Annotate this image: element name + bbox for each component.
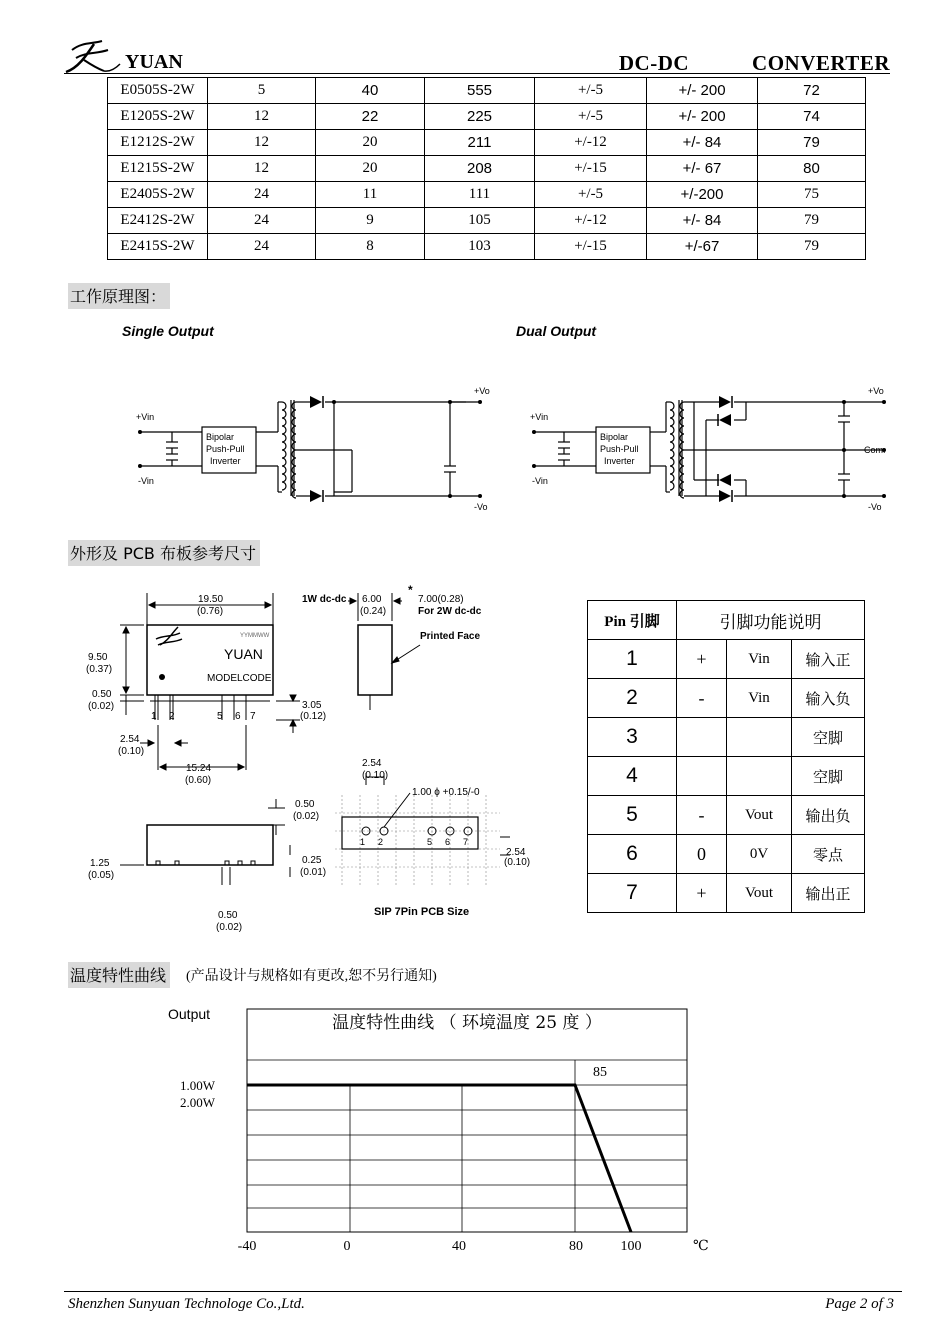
table-cell: 12 <box>208 104 316 130</box>
pcb-pin-2: 2 <box>378 837 384 847</box>
pin-row <box>588 757 865 796</box>
table-cell: +/- 200 <box>647 104 758 130</box>
table-cell: 79 <box>758 208 866 234</box>
table-cell: E1205S-2W <box>108 104 208 130</box>
single-output-schematic <box>120 380 500 515</box>
pin-cell <box>727 718 792 757</box>
pcb-pitch-right-in: (0.10) <box>504 857 531 868</box>
pin-cell: 输出负 <box>792 796 865 835</box>
pin-row <box>588 874 865 913</box>
table-row <box>108 182 866 208</box>
pcb-pin-7: 7 <box>463 837 469 847</box>
table-cell: E2412S-2W <box>108 208 208 234</box>
table-cell: 12 <box>208 156 316 182</box>
table-cell: 24 <box>208 182 316 208</box>
minus-vo-label: -Vo <box>474 502 488 512</box>
dim-1w: 6.00 <box>362 594 382 605</box>
block-label-3: Inverter <box>210 456 241 466</box>
single-output-title: Single Output <box>122 323 214 339</box>
dim-pin-length-in: (0.12) <box>300 711 327 722</box>
module-logo-icon <box>156 627 182 645</box>
dim-bottom-in: (0.02) <box>216 922 243 933</box>
pcb-pin-5: 5 <box>427 837 433 847</box>
pcb-pitch-right: 2.54 <box>506 847 526 858</box>
block-label-2: Push-Pull <box>206 444 245 454</box>
dim-right: 0.25 <box>302 855 322 866</box>
dual-block-label-2: Push-Pull <box>600 444 639 454</box>
yymmww-label: YYMMWW <box>240 633 270 639</box>
dual-output-title: Dual Output <box>516 323 597 339</box>
dual-output-schematic <box>514 380 904 515</box>
chart-ylabel: Output <box>168 1006 211 1022</box>
pin-cell: - <box>677 679 727 718</box>
table-cell: +/- 67 <box>647 156 758 182</box>
minus-vin-label: -Vin <box>138 476 154 486</box>
table-cell: 79 <box>758 234 866 260</box>
pcb-pin-6: 6 <box>445 837 451 847</box>
dim-pitch-in: (0.10) <box>118 746 145 757</box>
pin-cell: 零点 <box>792 835 865 874</box>
x-tick-label: 0 <box>343 1239 351 1254</box>
table-row <box>108 130 866 156</box>
table-cell: +/-200 <box>647 182 758 208</box>
table-cell: +/- 84 <box>647 130 758 156</box>
table-row <box>108 104 866 130</box>
table-cell: 24 <box>208 234 316 260</box>
label-1w: 1W dc-dc <box>302 594 347 605</box>
module-brand: YUAN <box>224 646 263 662</box>
header-divider <box>64 73 890 74</box>
x-tick-label: 100 <box>620 1239 642 1254</box>
dim-span-in: (0.60) <box>185 775 212 786</box>
dim-right-in: (0.01) <box>300 867 327 878</box>
table-cell: 22 <box>316 104 425 130</box>
outline-heading: 外形及 PCB 布板参考尺寸 <box>68 540 260 566</box>
pin-label-7: 7 <box>250 711 256 722</box>
dim-2w: 7.00(0.28) <box>418 594 464 605</box>
printed-face-label: Printed Face <box>420 631 481 642</box>
pin-label-6: 6 <box>235 711 241 722</box>
dual-minus-vin-label: -Vin <box>532 476 548 486</box>
table-cell: 225 <box>425 104 535 130</box>
table-cell: +/- 84 <box>647 208 758 234</box>
table-cell: 208 <box>425 156 535 182</box>
pin-cell: 空脚 <box>792 718 865 757</box>
x-unit: ℃ <box>693 1238 709 1254</box>
pin-cell: 4 <box>588 757 677 796</box>
table-cell: E2405S-2W <box>108 182 208 208</box>
pin-desc-header: 引脚功能说明 <box>677 601 865 640</box>
y-tick-1: 1.00W <box>180 1078 216 1093</box>
dim-pin-length: 3.05 <box>302 700 322 711</box>
table-cell: E0505S-2W <box>108 78 208 104</box>
pin-cell: Vout <box>727 796 792 835</box>
table-cell: 79 <box>758 130 866 156</box>
dim-pitch: 2.54 <box>120 734 140 745</box>
dual-minus-vo-label: -Vo <box>868 502 882 512</box>
table-cell: E1212S-2W <box>108 130 208 156</box>
table-cell: 72 <box>758 78 866 104</box>
x-tick-label: -40 <box>237 1239 257 1254</box>
pin-label-5: 5 <box>217 711 223 722</box>
outline-drawing <box>80 585 540 935</box>
table-cell: 5 <box>208 78 316 104</box>
dim-standoff: 0.50 <box>92 689 112 700</box>
table-cell: +/- 200 <box>647 78 758 104</box>
dim-span: 15.24 <box>186 763 212 774</box>
pin-cell <box>677 757 727 796</box>
chart-annotation: 85 <box>593 1065 607 1080</box>
footer-company: Shenzhen Sunyuan Technologe Co.,Ltd. <box>68 1296 305 1312</box>
pin-cell: 空脚 <box>792 757 865 796</box>
table-cell: 40 <box>316 78 425 104</box>
pin-row <box>588 835 865 874</box>
document-title: DC-DC CONVERTER <box>618 51 890 75</box>
pin-cell: 0V <box>727 835 792 874</box>
table-cell: 24 <box>208 208 316 234</box>
pin-row <box>588 718 865 757</box>
footer-page: Page 2 of 3 <box>825 1296 894 1312</box>
pin-cell: 输出正 <box>792 874 865 913</box>
brand-name: YUAN <box>125 51 183 73</box>
table-cell: +/-67 <box>647 234 758 260</box>
model-code-label: MODELCODE <box>207 673 272 684</box>
y-tick-2: 2.00W <box>180 1095 216 1110</box>
pin-cell: 输入正 <box>792 640 865 679</box>
pin-label-1: 1 <box>151 711 157 722</box>
pcb-hole: 1.00 ϕ +0.15/-0 <box>412 787 480 798</box>
dim-left: 1.25 <box>90 858 110 869</box>
pin-table <box>587 600 865 913</box>
dim-1w-in: (0.24) <box>360 606 387 617</box>
yuan-logo-icon <box>64 38 124 74</box>
table-cell: 12 <box>208 130 316 156</box>
spec-table <box>107 77 866 260</box>
table-cell: 8 <box>316 234 425 260</box>
table-cell: 111 <box>425 182 535 208</box>
table-row <box>108 78 866 104</box>
dual-block-label-1: Bipolar <box>600 432 629 442</box>
dim-width: 19.50 <box>198 594 224 605</box>
x-tick-label: 80 <box>569 1239 583 1254</box>
dim-standoff-in: (0.02) <box>88 701 115 712</box>
plus-vo-label: +Vo <box>474 386 490 396</box>
table-cell: 211 <box>425 130 535 156</box>
pin-cell: + <box>677 874 727 913</box>
dim-width-in: (0.76) <box>197 606 224 617</box>
table-cell: +/-12 <box>535 208 647 234</box>
table-cell: +/-12 <box>535 130 647 156</box>
table-cell: 9 <box>316 208 425 234</box>
pin-label-2: 2 <box>169 711 175 722</box>
table-cell: 555 <box>425 78 535 104</box>
dim-height-in: (0.37) <box>86 664 113 675</box>
pcb-pin-1: 1 <box>360 837 366 847</box>
temp-note: (产品设计与规格如有更改,恕不另行通知) <box>186 969 437 984</box>
block-label-1: Bipolar <box>206 432 235 442</box>
label-2w: For 2W dc-dc <box>418 606 482 617</box>
pin1-marker-icon <box>159 674 165 680</box>
table-cell: 80 <box>758 156 866 182</box>
table-cell: 103 <box>425 234 535 260</box>
pin-cell: 2 <box>588 679 677 718</box>
table-cell: +/-5 <box>535 182 647 208</box>
table-cell: 75 <box>758 182 866 208</box>
dual-plus-vin-label: +Vin <box>530 412 549 422</box>
pin-cell <box>677 718 727 757</box>
asterisk-2w-icon: * <box>408 585 413 597</box>
pin-cell: 6 <box>588 835 677 874</box>
principle-heading: 工作原理图： <box>68 283 170 309</box>
plus-vin-label: +Vin <box>136 412 155 422</box>
chart-title: 温度特性曲线 （ 环境温度 25 度 ） <box>332 1013 602 1033</box>
pin-cell: 0 <box>677 835 727 874</box>
pcb-pitch: 2.54 <box>362 758 382 769</box>
table-cell: 74 <box>758 104 866 130</box>
pin-cell: + <box>677 640 727 679</box>
pin-cell: Vout <box>727 874 792 913</box>
derating-curve <box>247 1085 631 1232</box>
dim-top: 0.50 <box>295 799 315 810</box>
footer-divider <box>64 1291 902 1292</box>
table-row <box>108 234 866 260</box>
table-row <box>108 208 866 234</box>
dual-plus-vo-label: +Vo <box>868 386 884 396</box>
table-cell: +/-15 <box>535 156 647 182</box>
pcb-title: SIP 7Pin PCB Size <box>374 906 470 918</box>
pin-header: Pin 引脚 <box>588 601 677 640</box>
pcb-pitch-in: (0.10) <box>362 770 389 781</box>
pin-cell: Vin <box>727 679 792 718</box>
table-cell: 105 <box>425 208 535 234</box>
x-tick-label: 40 <box>452 1239 466 1254</box>
temp-heading: 温度特性曲线 <box>68 962 170 988</box>
table-cell: E1215S-2W <box>108 156 208 182</box>
dim-left-in: (0.05) <box>88 870 115 881</box>
table-cell: +/-15 <box>535 234 647 260</box>
pin-row <box>588 796 865 835</box>
table-cell: +/-5 <box>535 78 647 104</box>
com-label: Com. <box>864 445 886 455</box>
pin-cell: 3 <box>588 718 677 757</box>
table-cell: +/-5 <box>535 104 647 130</box>
temperature-chart <box>230 1005 720 1260</box>
pin-cell: 5 <box>588 796 677 835</box>
pin-cell: 7 <box>588 874 677 913</box>
pin-cell: 1 <box>588 640 677 679</box>
pin-row <box>588 679 865 718</box>
pin-cell: Vin <box>727 640 792 679</box>
dual-block-label-3: Inverter <box>604 456 635 466</box>
table-cell: 20 <box>316 130 425 156</box>
table-row <box>108 156 866 182</box>
dim-height: 9.50 <box>88 652 108 663</box>
pin-cell <box>727 757 792 796</box>
pin-row <box>588 640 865 679</box>
dim-top-in: (0.02) <box>293 811 320 822</box>
dim-bottom: 0.50 <box>218 910 238 921</box>
table-cell: E2415S-2W <box>108 234 208 260</box>
table-cell: 11 <box>316 182 425 208</box>
table-cell: 20 <box>316 156 425 182</box>
pin-cell: - <box>677 796 727 835</box>
pin-cell: 输入负 <box>792 679 865 718</box>
